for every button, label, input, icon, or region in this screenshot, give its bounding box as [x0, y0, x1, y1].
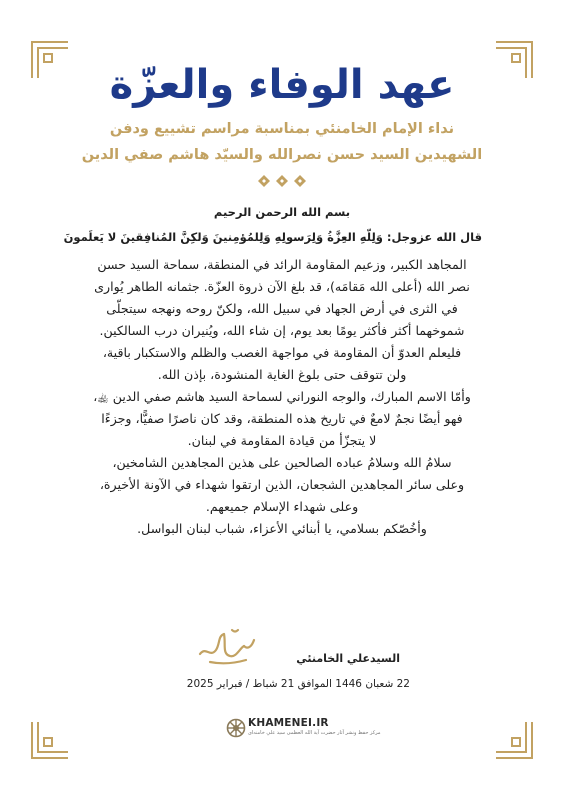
message-line: ولن تتوقف حتى بلوغ الغاية المنشودة، بإذن الله. [157, 367, 407, 382]
corner-ornament-icon [30, 720, 70, 760]
message-line: نصر الله (أعلى الله مَقامَه)، قد بلغ الآن ذروة العزّة. جثمانه الطاهر يُوارى [94, 279, 470, 294]
message-line: وعلى شهداء الإسلام جميعهم. [205, 499, 359, 514]
message-line: وأمّا الاسم المبارك، والوجه النوراني لسماحة السيد هاشم صفي الدين ﵀، [93, 389, 471, 404]
subtitle-line: نداء الإمام الخامنئي بمناسبة مراسم تشييع ودفن [109, 121, 455, 137]
subtitle-line: الشهيدين السيد حسن نصرالله والسيّد هاشم صفي الدين [81, 147, 483, 163]
basmala: بسم الله الرحمن الرحيم [213, 205, 351, 219]
footer-brand[interactable] [226, 716, 381, 740]
quran-verse: قال الله عزوجل: وَلِلّهِ العِزَّةُ وَلِرَسولِهِ وَلِلمُؤمِنينَ وَلكِنَّ المُنافِقينَ لا يَعلَمونَ [63, 230, 482, 244]
corner-ornament-icon [494, 40, 534, 80]
message-line: فهو أيضًا نجمٌ لامعٌ في تاريخ هذه المنطقة، وقد كان ناصرًا صفيًّا، وجزءًا [101, 411, 463, 426]
corner-ornament-icon [494, 720, 534, 760]
message-body [82, 254, 482, 540]
website-label[interactable]: KHAMENEI.IR [248, 717, 329, 729]
diamond-divider-icon [257, 174, 307, 188]
message-line: لا يتجزّأ من قيادة المقاومة في لبنان. [187, 433, 377, 448]
signer-name: السيدعلي الخامنئي [296, 652, 400, 665]
message-line: في الثرى في أرض الجهاد في سبيل الله، ولكنّ روحه ونهجه سيتجلّى [106, 301, 458, 316]
message-line: المجاهد الكبير، وزعيم المقاومة الرائد في المنطقة، سماحة السيد حسن [97, 257, 467, 272]
message-line: شموخهما أكثر فأكثر يومًا بعد يوم، إن شاء الله، ويُنيران درب السالكين. [99, 323, 465, 338]
corner-ornament-icon [30, 40, 70, 80]
message-line: وعلى سائر المجاهدين الشجعان، الذين ارتقوا شهداء في الآونة الأخيرة، [99, 477, 465, 492]
message-line: وأخُصّكم بسلامي، يا أبنائي الأعزاء، شباب لبنان البواسل. [137, 521, 427, 536]
website-tagline: مركز حفظ ونشر آثار حضرت آية الله العظمى سيد علي خامنه‌اى [248, 730, 381, 736]
calligraphy-logo: عهد الوفاء والعزّة [109, 62, 455, 108]
khamenei-emblem-icon [226, 718, 246, 738]
message-line: سلامُ الله وسلامُ عباده الصالحين على هذين المجاهدين الشامخين، [112, 455, 452, 470]
message-line: فليعلم العدوّ أن المقاومة في مواجهة الغصب والظلم والاستكبار باقية، [102, 345, 462, 360]
issue-date: 22 شعبان 1446 الموافق 21 شباط / فبراير 2025 [186, 678, 410, 690]
